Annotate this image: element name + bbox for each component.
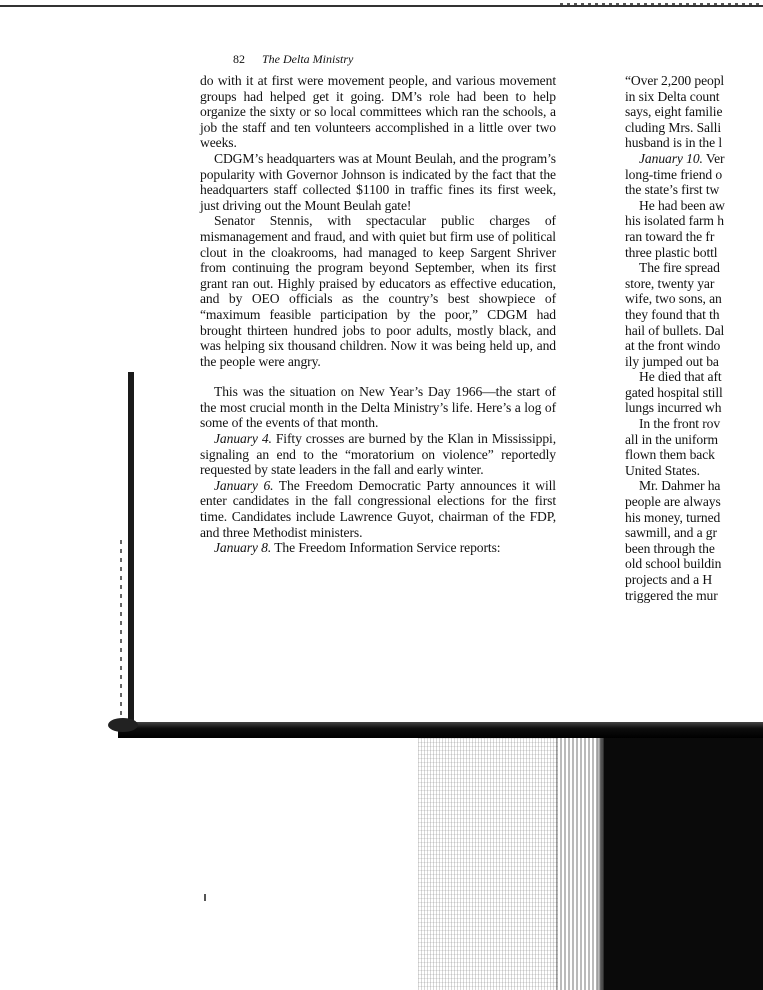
scan-speck: [204, 894, 206, 901]
page-number: 82: [233, 52, 245, 66]
scan-binding-dots: [120, 540, 122, 730]
scan-top-edge: [0, 0, 763, 9]
text-line: at the front windo: [625, 338, 721, 354]
log-entry-jan-8: [200, 540, 556, 556]
log-entry-jan-6: [200, 478, 556, 540]
text-line: long-time friend o: [625, 166, 723, 182]
text-line: wife, two sons, an: [625, 291, 722, 307]
paragraph-new-years-day: This was the situation on New Year’s Day 1966—the start of the most crucial month in the Delta Ministry’s life. Here’s a log of some of the events of that month.: [200, 384, 556, 431]
page-top-border: [0, 5, 763, 7]
log-entry-jan-10: [625, 151, 763, 167]
text-line: Mr. Dahmer ha: [639, 478, 721, 494]
page-curl: [108, 718, 138, 732]
entry-text: Fifty crosses are burned by the Klan in Mississippi, signaling an end to the “moratorium on violence” reportedly requested by state leaders in the fall and early winter.: [200, 431, 557, 478]
paragraph-cdgm-headquarters: CDGM’s headquarters was at Mount Beulah, and the program’s popularity with Governor Johnson is indicated by the fact that the headquarters staff collected $1100 in traffic fines its first week, just driving out the Mount Beulah gate!: [200, 150, 556, 213]
log-entry-jan-4: [200, 431, 556, 478]
scan-binding-shadow: [128, 372, 134, 730]
scan-dark-region: [604, 738, 763, 990]
entry-date: January 8.: [214, 540, 272, 556]
entry-date: January 4.: [214, 431, 272, 447]
text-line: husband is in the l: [625, 135, 723, 151]
book-title: The Delta Ministry: [262, 52, 354, 66]
text-line: his money, turned: [625, 509, 721, 525]
entry-text: The Freedom Democratic Party announces it will enter candidates in the fall congressional elections for the first time. Candidates include Lawrence Guyot, chairman of the FDP, and three Methodist ministers.: [200, 477, 556, 540]
text-line: three plastic bottl: [625, 244, 718, 260]
entry-text: Ver: [702, 150, 725, 166]
text-line: gated hospital still: [625, 384, 723, 400]
scan-noise-area: [418, 738, 558, 990]
text-line: says, eight familie: [625, 104, 723, 120]
text-line: United States.: [625, 462, 700, 478]
entry-date: January 6.: [214, 477, 274, 493]
text-line: ran toward the fr: [625, 228, 715, 244]
text-line: in six Delta count: [625, 88, 720, 104]
section-break: [200, 369, 556, 384]
dark-region-edge: [596, 738, 604, 990]
text-line: “Over 2,200 peopl: [625, 73, 725, 88]
text-line: cluding Mrs. Salli: [625, 119, 721, 135]
entry-text: The Freedom Information Service reports:: [271, 540, 501, 556]
text-line: the state’s first tw: [625, 182, 720, 198]
text-line: In the front rov: [639, 416, 721, 432]
running-head: [233, 52, 353, 67]
text-line: sawmill, and a gr: [625, 525, 717, 541]
text-line: projects and a H: [625, 572, 713, 587]
text-line: The fire spread: [639, 260, 720, 276]
text-line: they found that th: [625, 306, 720, 322]
right-text-column-cropped: [625, 73, 763, 603]
text-line: He had been aw: [639, 197, 725, 213]
scan-dotted-edge: [560, 3, 763, 5]
text-line: people are always: [625, 494, 721, 510]
text-line: his isolated farm h: [625, 213, 724, 229]
text-line: been through the: [625, 540, 715, 556]
text-line: He died that aft: [639, 369, 722, 385]
left-text-column: [200, 73, 556, 556]
scan-bottom-shadow: [118, 722, 763, 738]
text-line: hail of bullets. Dal: [625, 322, 725, 338]
paragraph-senator-stennis: Senator Stennis, with spectacular public charges of mismanagement and fraud, and with quiet but firm use of political clout in the cloakrooms, had managed to keep Sargent Shriver from continuing the program beyond September, when its first grant ran out. Highly praised by educators as effective education, and by OEO officials as the country’s best showpiece of “maximum feasible participation by the poor,” CDGM had brought thirteen hundred jobs to poor adults, mostly black, and was helping six thousand children. Now it was being held up, and the people were angry.: [200, 213, 556, 369]
entry-date: January 10.: [639, 150, 703, 166]
text-line: store, twenty yar: [625, 275, 715, 291]
paragraph-continuation: do with it at first were movement people, and various movement groups had helped get it going. DM’s role had been to help organize the sixty or so local committees which ran the schools, a job the staff and ten volunteers accomplished in a little over two weeks.: [200, 73, 556, 151]
text-line: flown them back: [625, 447, 715, 463]
text-line: lungs incurred wh: [625, 400, 722, 416]
text-line: all in the uniform: [625, 431, 718, 447]
text-line: ily jumped out ba: [625, 353, 719, 369]
text-line: old school buildin: [625, 556, 722, 572]
text-line: triggered the mur: [625, 587, 718, 603]
